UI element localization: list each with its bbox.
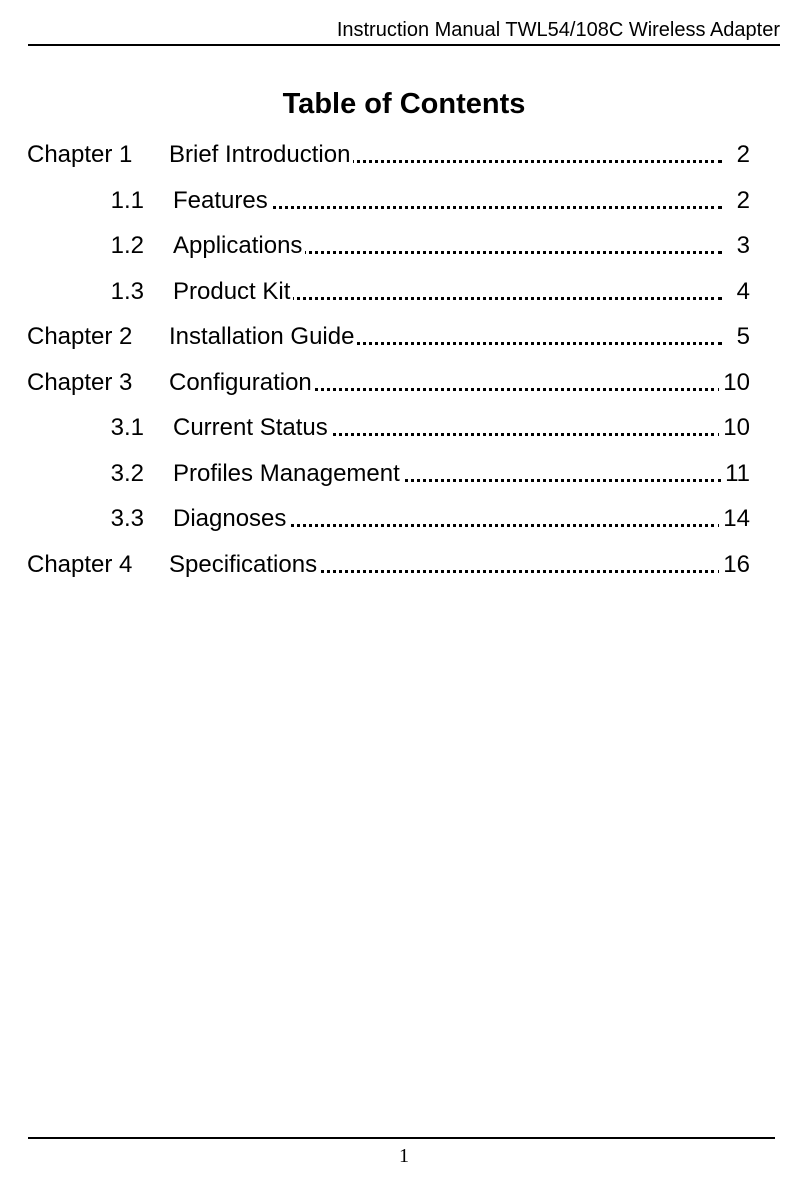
toc-entry-page: 2 — [733, 137, 750, 173]
toc-entry-page: 16 — [719, 547, 750, 583]
page-number: 1 — [399, 1145, 409, 1167]
toc-entry-title: Installation Guide — [169, 319, 357, 355]
toc-entry-number: Chapter 4 — [27, 550, 133, 578]
toc-entry-page: 2 — [733, 183, 750, 219]
toc-entry-title: Applications — [173, 228, 305, 264]
toc-entry-1-3[interactable] — [0, 274, 808, 320]
toc-entry-number: 1.1 — [110, 186, 144, 214]
toc-entry-title: Configuration — [169, 365, 315, 401]
toc-entry-title: Current Status — [173, 410, 331, 446]
toc-entry-number: 3.1 — [110, 414, 144, 441]
toc-entry-title: Features — [173, 183, 271, 219]
footer-divider — [28, 1137, 775, 1139]
running-header: Instruction Manual TWL54/108C Wireless Adapter — [336, 19, 780, 41]
toc-entry-chapter-4[interactable] — [0, 547, 808, 593]
toc-entry-number: Chapter 2 — [27, 323, 133, 350]
table-of-contents — [0, 137, 808, 592]
toc-entry-number: 3.3 — [110, 505, 144, 532]
toc-entry-title: Profiles Management — [173, 456, 403, 492]
toc-entry-title: Specifications — [169, 547, 320, 583]
toc-entry-3-3[interactable] — [0, 501, 808, 547]
toc-entry-page: 14 — [719, 501, 750, 537]
toc-entry-3-2[interactable] — [0, 456, 808, 502]
toc-entry-1-1[interactable] — [0, 183, 808, 229]
toc-entry-3-1[interactable] — [0, 410, 808, 456]
dot-leader — [200, 186, 722, 209]
toc-entry-1-2[interactable] — [0, 228, 808, 274]
toc-entry-number: Chapter 1 — [27, 141, 133, 168]
toc-entry-number: 3.2 — [110, 459, 144, 487]
toc-entry-title: Diagnoses — [173, 501, 289, 537]
toc-entry-title: Product Kit — [173, 274, 293, 310]
toc-entry-number: Chapter 3 — [27, 368, 133, 396]
header-divider — [28, 44, 780, 46]
toc-entry-page: 4 — [733, 274, 750, 310]
toc-entry-title: Brief Introduction — [169, 137, 353, 173]
toc-entry-chapter-3[interactable] — [0, 365, 808, 411]
toc-entry-page: 11 — [721, 456, 750, 492]
toc-entry-page: 10 — [719, 410, 750, 446]
toc-entry-number: 1.3 — [110, 277, 144, 305]
toc-entry-number: 1.2 — [110, 232, 144, 259]
page-title: Table of Contents — [282, 88, 526, 120]
toc-entry-chapter-2[interactable] — [0, 319, 808, 365]
toc-entry-page: 5 — [733, 319, 750, 355]
toc-entry-page: 3 — [733, 228, 750, 264]
toc-entry-page: 10 — [719, 365, 750, 401]
toc-entry-chapter-1[interactable] — [0, 137, 808, 183]
